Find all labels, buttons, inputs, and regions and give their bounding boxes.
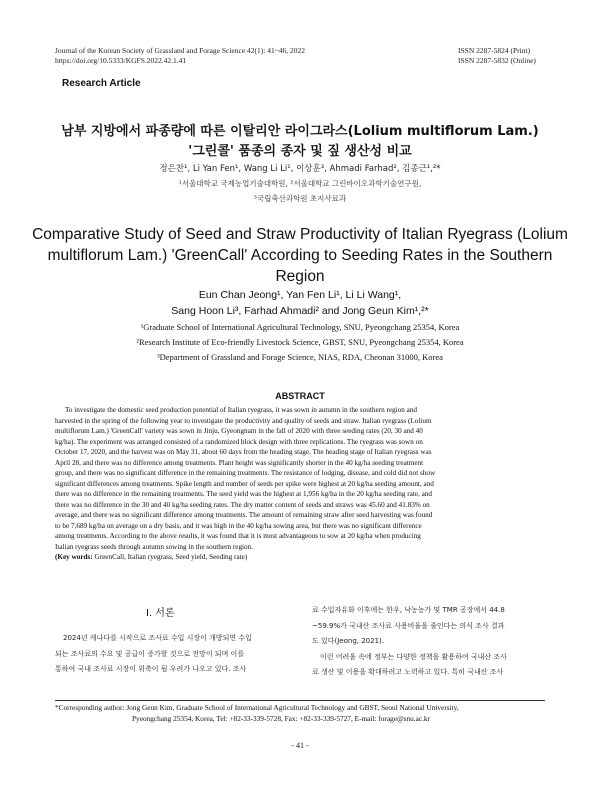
intro-line: 료 수입자유화 이후에는 한우, 낙농농가 및 TMR 공장에서 44.8 <box>312 606 505 614</box>
intro-line: 료 생산 및 이용을 확대하려고 노력하고 있다. 특히 국내산 조사 <box>312 668 504 676</box>
footnote-divider <box>55 700 545 701</box>
english-title-line2: multiflorum Lam.) 'GreenCall' According to Seeding Rates in the Southern <box>47 247 553 264</box>
abstract-line: there was no difference in the 30 and 40 kg/ha seeding rates. The dry matter content of seeds and straws was 45.60 and 41.83% on <box>55 500 430 509</box>
abstract-line: kg/ha). The experiment was arranged consisted of a randomized block design with three replications. The ryegrass was sown on <box>55 437 423 446</box>
korean-affiliation-line2: ³국립축산과학원 초지사료과 <box>253 194 347 203</box>
intro-right-column <box>312 603 552 681</box>
english-title-line1: Comparative Study of Seed and Straw Productivity of Italian Ryegrass (Lolium <box>32 226 568 243</box>
abstract-line: April 28, and there was no difference among treatments. Plant height was significantly shorter in the 40 kg/ha seeding treatment <box>55 458 424 467</box>
intro-left-column <box>55 631 295 678</box>
journal-citation: Journal of the Korean Society of Grassland and Forage Science 42(1): 41~46, 2022 <box>55 46 306 55</box>
abstract-line: multiflorum Lam.) 'GreenCall' variety was sown in Jinju, Gyeongnam in the fall of 2020 with three seeding rates (20, 30 and 40 <box>55 427 423 435</box>
keywords <box>55 552 545 562</box>
issn-online: ISSN 2287-5832 (Online) <box>458 56 536 65</box>
abstract-body <box>55 405 545 562</box>
korean-title-line1: 남부 지방에서 파종량에 따른 이탈리안 라이그라스(Lolium multiflorum Lam.) <box>61 124 539 139</box>
issn-print: ISSN 2287-5824 (Print) <box>458 46 531 55</box>
english-affiliation-3: ³Department of Grassland and Forage Science, NIAS, RDA, Cheonan 31000, Korea <box>157 352 443 362</box>
abstract-line: October 17, 2020, and the harvest was on May 31, about 60 days from the heading stage. The heading stage of Italian ryegrass was <box>55 448 432 456</box>
english-title-line3: Region <box>275 268 325 285</box>
korean-affiliation-line1: ¹서울대학교 국제농업기술대학원, ²서울대학교 그린바이오과학기술연구원, <box>178 179 422 188</box>
abstract-line: there was no difference in the remaining treatments. The seed yield was the highest at 1,956 kg/ha in the 20 kg/ha seeding rate, and <box>55 490 432 498</box>
english-authors-line1: Eun Chan Jeong¹, Yan Fen Li¹, Li Li Wang¹, <box>198 289 402 301</box>
abstract-line: average, and there was no significant difference among treatments. The amount of remaining straw after seed harvesting was found <box>55 511 433 519</box>
abstract-line: among treatments. According to the above results, it was found that it is most advantageous to sow at 20 kg/ha when producing <box>55 532 421 540</box>
korean-title-line2: '그린콜' 품종의 종자 및 짚 생산성 비교 <box>188 144 412 159</box>
intro-line: 이런 어려움 속에 정부는 다양한 정책을 활용하여 국내산 조사 <box>320 652 507 661</box>
intro-line: 도 있다(Jeong, 2021). <box>312 637 384 645</box>
abstract-heading: ABSTRACT <box>275 391 325 401</box>
footnote-line1: *Corresponding author: Jong Geun Kim, Graduate School of International Agricultural Technology and GBST, Seoul National University, <box>55 703 459 712</box>
abstract-line: to be 7,689 kg/ha on average on a dry basis, and it was high in the 40 kg/ha sowing area, but there was no significant difference <box>55 521 422 530</box>
abstract-line: group, and there was no significant difference in the remaining treatments. The resistance of lodging, disease, and cold did not show <box>55 469 436 477</box>
korean-authors: 정은찬¹, Li Yan Fen¹, Wang Li Li¹, 이상훈³, Ahmadi Farhad², 김종근¹,²* <box>159 164 441 174</box>
intro-line: 되는 조사료의 수요 및 공급이 증가할 것으로 전망이 되며 이를 <box>55 649 245 658</box>
abstract-line: Italian ryegrass seeds through autumn sowing in the southern region. <box>55 542 254 551</box>
english-authors-line2: Sang Hoon Li³, Farhad Ahmadi² and Jong Geun Kim¹,²* <box>171 305 429 317</box>
abstract-line: harvested in the spring of the following year to investigate the productivity and quality of seeds and straw. Italian ryegrass (Lolium <box>55 416 432 425</box>
keywords-label: (Key words: <box>55 553 93 561</box>
abstract-line: To investigate the domestic seed production potential of Italian ryegrass, it was sown in autumn in the southern region and <box>65 406 418 414</box>
footnote-line2: Pyeongchang 25354, Korea, Tel: +82-33-339-5728, Fax: +82-33-339-5727, E-mail: forage@snu.ac.kr <box>132 714 431 723</box>
english-affiliation-2: ²Research Institute of Eco-friendly Livestock Science, GBST, SNU, Pyeongchang 25354, Korea <box>136 337 464 347</box>
intro-line: ~59.9%가 국내산 조사료 사용비율을 줄인다는 의식 조사 결과 <box>312 621 505 630</box>
article-type: Research Article <box>62 78 141 89</box>
page-number: - 41 - <box>291 741 309 750</box>
english-affiliation-1: ¹Graduate School of International Agricultural Technology, SNU, Pyeongchang 25354, Korea <box>140 322 460 332</box>
section-title-intro: Ⅰ. 서론 <box>146 608 175 619</box>
doi-link[interactable]: https://doi.org/10.5333/KGFS.2022.42.1.41 <box>55 56 187 65</box>
abstract-line: significant differences among treatments. Spike length and number of seeds per spike were highest at 20 kg/ha seeding amount, and <box>55 479 434 488</box>
keywords-text: GreenCall, Italian ryegrass, Seed yield, Seeding rate) <box>94 553 248 561</box>
intro-line: 2024년 캐나다를 시작으로 조사료 수입 시장이 개방되면 수입 <box>63 634 252 642</box>
intro-line: 통하여 국내 조사료 시장이 위축이 될 우려가 나오고 있다. 조사 <box>55 665 247 673</box>
